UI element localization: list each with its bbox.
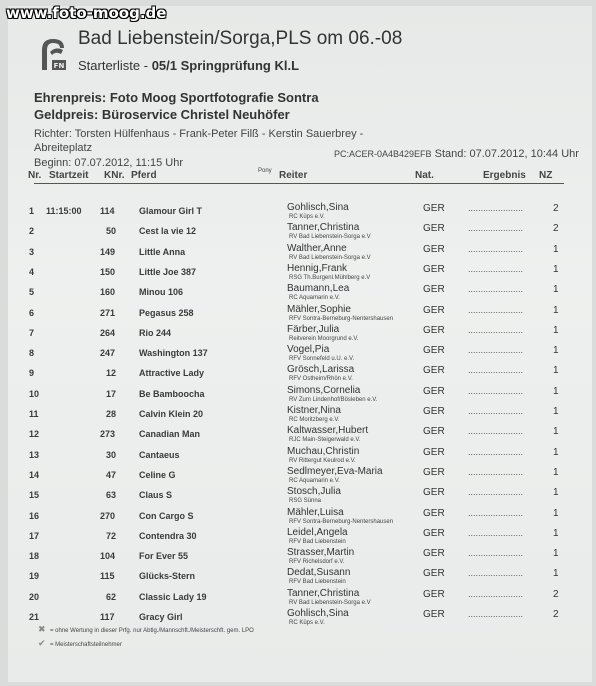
row-result: ...................... [468, 466, 524, 477]
row-rider: Walther,Anne [287, 242, 347, 254]
table-row [8, 486, 588, 506]
row-nat: GER [423, 243, 445, 255]
row-rider: Grösch,Larissa [287, 364, 355, 376]
row-result: ...................... [468, 365, 524, 376]
table-row [8, 263, 588, 283]
table-row [8, 588, 588, 608]
row-knr: 62 [106, 591, 117, 602]
row-nat: GER [423, 609, 445, 620]
row-rider: Kaltwasser,Hubert [287, 425, 369, 437]
row-nz: 1 [553, 385, 559, 397]
row-rider: Tanner,Christina [287, 587, 360, 599]
row-nr: 21 [29, 612, 40, 622]
row-result: ...................... [468, 243, 524, 254]
header-divider [34, 183, 564, 184]
table-row [8, 425, 588, 445]
row-club: RSG Th.Burgenl.Mühlberg e.V [289, 274, 371, 281]
legend-championship: ✔ = Meisterschaftsteilnehmer [38, 638, 122, 648]
table-row [8, 243, 588, 263]
row-rider: Gohlisch,Sina [287, 202, 349, 213]
row-rider: Dedat,Susann [287, 567, 351, 579]
row-nat: GER [423, 487, 445, 499]
row-nat: GER [423, 385, 445, 397]
honor-prize: Ehrenpreis: Foto Moog Sportfotografie Sontra [34, 90, 319, 105]
row-result: ...................... [468, 446, 524, 457]
row-horse: Little Anna [139, 246, 186, 257]
row-result: ...................... [468, 203, 524, 213]
row-nz: 1 [553, 345, 559, 357]
row-knr: 28 [106, 409, 117, 419]
row-nat: GER [423, 304, 445, 316]
col-header-nz: NZ [539, 170, 553, 181]
row-knr: 104 [100, 551, 116, 562]
table-row [8, 385, 588, 405]
table-row [8, 446, 588, 466]
watermark: www.foto-moog.de [6, 4, 167, 22]
row-nz: 1 [553, 466, 559, 478]
row-nz: 1 [553, 365, 559, 377]
row-rider: Simons,Cornelia [287, 384, 361, 396]
check-icon: ✔ [38, 638, 46, 648]
row-nz: 1 [553, 324, 559, 336]
row-nr: 9 [29, 368, 35, 379]
row-nz: 2 [553, 588, 559, 600]
col-header-nat: Nat. [415, 170, 434, 181]
row-nz: 2 [553, 223, 559, 235]
row-nr: 3 [29, 246, 35, 257]
competition-name: 05/1 Springprüfung Kl.L [151, 58, 300, 73]
row-nat: GER [423, 588, 445, 600]
row-nat: GER [423, 284, 445, 296]
col-header-horse: Pferd [131, 170, 157, 181]
row-knr: 273 [100, 429, 116, 440]
row-club: RFV Bad Liebenstein [289, 579, 346, 586]
row-nat: GER [423, 466, 445, 478]
table-row [8, 466, 588, 486]
row-nr: 11 [29, 409, 39, 419]
row-club: RV Bad Liebenstein-Sorga e.V [289, 599, 371, 606]
row-rider: Baumann,Lea [287, 283, 350, 295]
pc-id: PC:ACER-0A4B429EFB [334, 149, 432, 159]
table-row [8, 304, 588, 324]
row-nat: GER [423, 203, 445, 214]
warmup-place: Abreiteplatz [34, 142, 93, 154]
table-row [8, 405, 588, 425]
row-nz: 1 [553, 304, 559, 316]
row-rider: Leidel,Angela [287, 526, 348, 538]
row-nz: 1 [553, 446, 559, 458]
table-row [8, 283, 588, 303]
row-club: RJC Main-Steigerwald e.V. [289, 437, 361, 444]
row-result: ...................... [468, 426, 524, 437]
row-nr: 1 [29, 206, 35, 216]
row-nr: 13 [29, 449, 40, 460]
row-result: ...................... [468, 487, 524, 498]
row-horse: Attractive Lady [139, 368, 205, 379]
row-result: ...................... [468, 385, 524, 396]
row-nz: 1 [553, 487, 559, 499]
row-horse: Con Cargo S [139, 510, 194, 521]
row-horse: Claus S [139, 490, 173, 501]
page-subtitle [78, 58, 299, 73]
row-nat: GER [423, 507, 445, 519]
row-result: ...................... [468, 527, 524, 538]
table-row [8, 364, 588, 384]
row-club: RC Aquamarin e.V. [289, 295, 340, 302]
row-result: ...................... [468, 223, 524, 234]
row-nz: 1 [553, 507, 559, 519]
col-header-pony: Pony [258, 168, 272, 174]
table-row [8, 202, 588, 222]
row-club: RC Moritzberg e.V. [289, 417, 340, 423]
row-nr: 14 [29, 469, 40, 480]
row-knr: 115 [100, 571, 115, 582]
row-nr: 12 [29, 429, 40, 440]
table-row [8, 507, 588, 527]
col-header-nr: Nr. [28, 170, 42, 181]
row-horse: Pegasus 258 [139, 307, 194, 318]
row-nr: 5 [29, 287, 35, 298]
row-club: RC Küps e.V. [289, 620, 325, 626]
row-nr: 17 [29, 530, 40, 541]
row-result: ...................... [468, 324, 524, 335]
row-horse: Canadian Man [139, 429, 201, 440]
start-list-sheet [8, 6, 592, 682]
row-club: RC Küps e.V. [289, 214, 325, 220]
row-club: RFV Richelsdorf e.V. [289, 559, 345, 566]
row-nz: 1 [553, 406, 559, 417]
row-knr: 12 [106, 368, 117, 379]
row-rider: Strasser,Martin [287, 547, 355, 559]
row-nat: GER [423, 527, 445, 539]
row-knr: 264 [100, 327, 116, 338]
row-horse: Washington 137 [139, 348, 208, 359]
row-nr: 2 [29, 226, 35, 237]
row-nr: 16 [29, 510, 40, 521]
row-knr: 30 [106, 449, 117, 460]
row-result: ...................... [468, 406, 524, 416]
row-knr: 270 [100, 510, 116, 521]
row-rider: Mähler,Sophie [287, 303, 351, 315]
row-result: ...................... [468, 507, 524, 518]
row-result: ...................... [468, 609, 524, 619]
table-row [8, 527, 588, 547]
begin-time: Beginn: 07.07.2012, 11:15 Uhr [34, 157, 184, 169]
row-result: ...................... [468, 548, 524, 559]
row-knr: 17 [106, 388, 117, 399]
table-row [8, 567, 588, 587]
row-club: RFV Sonnefeld u.U. e.V. [289, 356, 355, 363]
row-nat: GER [423, 223, 445, 235]
row-nz: 1 [553, 263, 559, 275]
col-header-knr: KNr. [104, 170, 125, 181]
row-nat: GER [423, 446, 445, 458]
table-row [8, 222, 588, 242]
col-header-start: Startzeit [49, 170, 89, 181]
row-horse: Glamour Girl T [139, 206, 203, 216]
row-nz: 1 [553, 527, 559, 539]
row-horse: Celine G [139, 469, 176, 480]
svg-text:FN: FN [53, 62, 65, 70]
row-nr: 10 [29, 388, 40, 399]
row-nr: 8 [29, 348, 35, 359]
row-horse: Cest la vie 12 [139, 226, 197, 237]
row-nr: 4 [29, 266, 35, 277]
row-start-time: 11:15:00 [46, 206, 82, 216]
row-club: RFV Bad Liebenstein [289, 538, 346, 545]
row-horse: Minou 106 [139, 287, 184, 298]
col-header-rider: Reiter [279, 170, 308, 181]
row-horse: Be Bamboocha [139, 388, 205, 399]
row-club: RV Zum Lindenhof/Bösleben e.V. [289, 396, 378, 403]
row-nr: 15 [29, 490, 40, 501]
page-title: Bad Liebenstein/Sorga,PLS om 06.-08 [78, 28, 403, 49]
stand-time: Stand: 07.07.2012, 10:44 Uhr [434, 148, 579, 160]
row-knr: 149 [100, 246, 116, 257]
row-nz: 2 [553, 203, 559, 214]
row-nz: 1 [553, 426, 559, 438]
row-result: ...................... [468, 568, 524, 579]
row-knr: 150 [100, 266, 116, 277]
table-row [8, 324, 588, 344]
row-rider: Färber,Julia [287, 323, 340, 335]
row-nat: GER [423, 263, 445, 275]
judges: Richter: Torsten Hülfenhaus - Frank-Peter Filß - Kerstin Sauerbrey - [34, 128, 364, 140]
row-nat: GER [423, 406, 445, 417]
row-club: RV Bad Liebenstein-Sorga e.V [289, 254, 371, 261]
row-nat: GER [423, 365, 445, 377]
row-result: ...................... [468, 284, 524, 295]
row-rider: Mähler,Luisa [287, 506, 344, 518]
row-knr: 50 [106, 226, 117, 237]
stand-info [334, 148, 579, 160]
row-knr: 72 [106, 530, 117, 541]
table-row [8, 547, 588, 567]
row-club: RFV Sontra-Berneburg-Nentershausen [289, 315, 394, 322]
row-rider: Tanner,Christina [287, 222, 360, 234]
row-club: RSG Sünna [289, 498, 322, 505]
row-club: RC Aquamarin e.V. [289, 477, 340, 484]
row-horse: Cantaeus [139, 449, 180, 460]
row-knr: 160 [100, 287, 116, 298]
row-nr: 20 [29, 591, 40, 602]
col-header-result: Ergebnis [483, 170, 526, 181]
fn-horse-logo-icon [38, 36, 68, 72]
row-nz: 1 [553, 568, 559, 580]
row-nr: 19 [29, 571, 40, 582]
row-rider: Vogel,Pia [287, 344, 330, 356]
row-result: ...................... [468, 588, 524, 599]
row-horse: Calvin Klein 20 [139, 409, 204, 419]
row-nr: 6 [29, 307, 35, 318]
row-horse: Glücks-Stern [139, 571, 196, 582]
row-horse: Little Joe 387 [139, 266, 197, 277]
row-horse: For Ever 55 [139, 551, 189, 562]
subtitle-prefix: Starterliste - [78, 58, 149, 73]
row-horse: Contendra 30 [139, 530, 197, 541]
row-knr: 114 [100, 206, 115, 216]
row-nat: GER [423, 548, 445, 560]
cross-icon: ✖ [38, 624, 46, 634]
row-result: ...................... [468, 345, 524, 356]
row-rider: Stosch,Julia [287, 486, 341, 498]
row-club: RV Rittergut Keulrod e.V. [289, 457, 356, 464]
row-rider: Sedlmeyer,Eva-Maria [287, 465, 383, 477]
row-nz: 2 [553, 609, 559, 620]
row-nz: 1 [553, 548, 559, 560]
table-row [8, 344, 588, 364]
row-horse: Rio 244 [139, 327, 172, 338]
row-nz: 1 [553, 243, 559, 255]
legend-no-rating: ✖ = ohne Wertung in dieser Prfg. nur Abtlg./Mannschft./Meisterschft. gem. LPO [38, 624, 254, 634]
row-rider: Hennig,Frank [287, 262, 348, 274]
row-nat: GER [423, 324, 445, 336]
row-club: RFV Sontra-Berneburg-Nentershausen [289, 518, 394, 525]
row-rider: Kistner,Nina [287, 405, 341, 416]
row-nz: 1 [553, 284, 559, 296]
row-club: Reitverein Moorgrund e.V. [289, 335, 359, 342]
money-prize: Geldpreis: Büroservice Christel Neuhöfer [34, 107, 290, 122]
row-knr: 117 [100, 612, 115, 622]
row-result: ...................... [468, 263, 524, 274]
row-nat: GER [423, 345, 445, 357]
row-result: ...................... [468, 304, 524, 315]
row-nr: 18 [29, 551, 40, 562]
row-knr: 63 [106, 490, 117, 501]
row-horse: Gracy Girl [139, 612, 183, 622]
row-rider: Muchau,Christin [287, 445, 360, 457]
row-knr: 47 [106, 469, 117, 480]
row-club: RFV Ostheim/Rhön e.V. [289, 376, 353, 383]
row-nat: GER [423, 426, 445, 438]
row-nr: 7 [29, 327, 35, 338]
row-nat: GER [423, 568, 445, 580]
row-knr: 247 [100, 348, 116, 359]
row-horse: Classic Lady 19 [139, 591, 207, 602]
row-rider: Gohlisch,Sina [287, 608, 349, 619]
row-club: RV Bad Liebenstein-Sorga e.V [289, 234, 371, 241]
row-knr: 271 [100, 307, 116, 318]
